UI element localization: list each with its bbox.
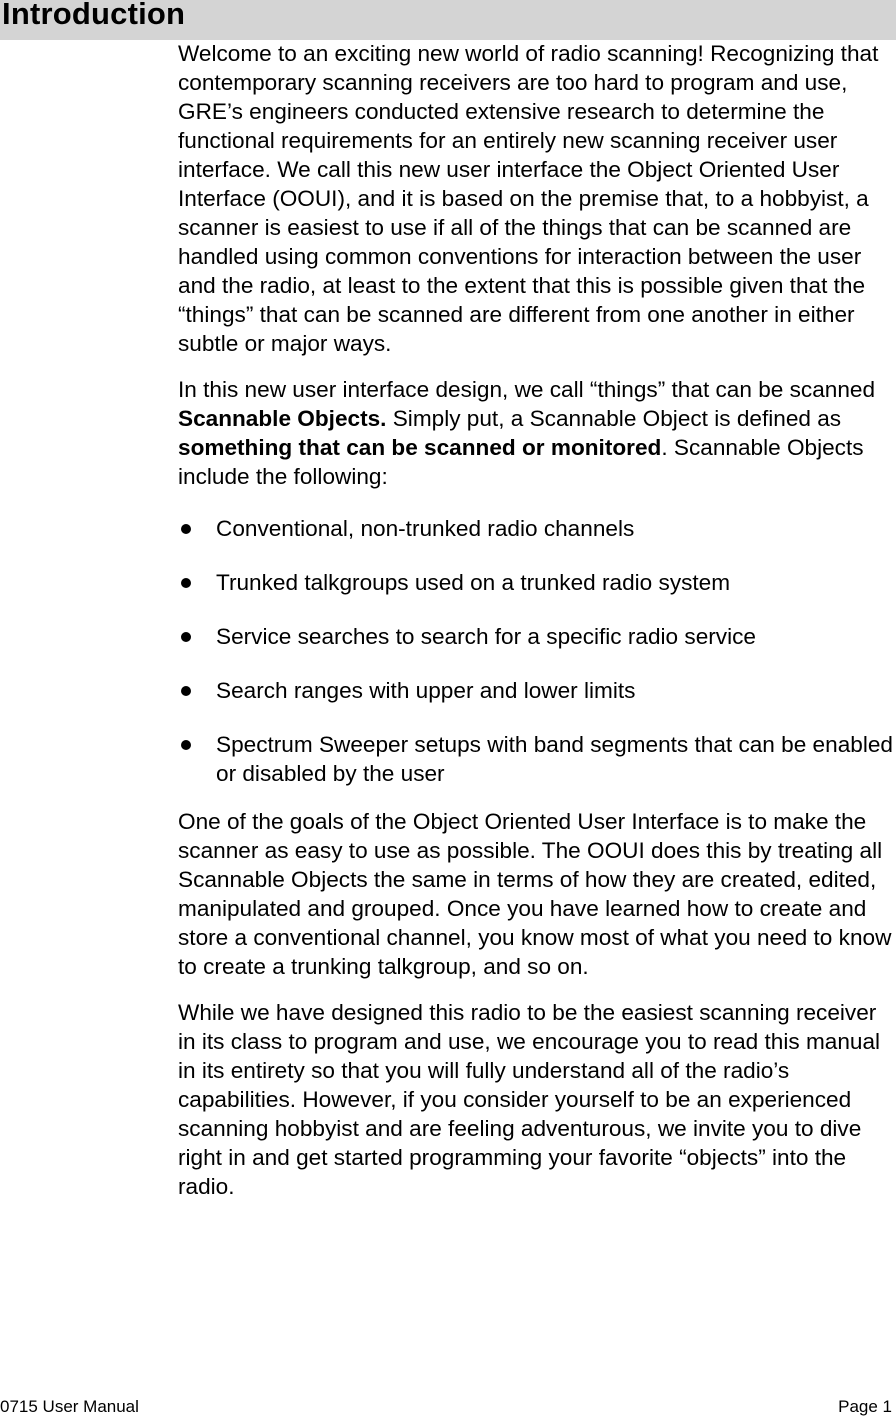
list-item-text: Spectrum Sweeper setups with band segments that can be enabled or disabled by the user <box>216 732 893 786</box>
footer-page-number: Page 1 <box>838 1397 892 1416</box>
section-title: Introduction <box>2 0 186 31</box>
list-item <box>178 730 894 788</box>
list-item <box>178 514 894 543</box>
section-header-bar <box>0 0 896 40</box>
list-item-text: Conventional, non-trunked radio channels <box>216 516 635 541</box>
scannable-objects-list <box>178 514 894 788</box>
bold-term: Scannable Objects. <box>178 406 387 431</box>
list-item-text: Trunked talkgroups used on a trunked radio system <box>216 570 731 595</box>
bullet-icon <box>181 524 191 534</box>
paragraph-text: Simply put, a Scannable Object is defined as <box>386 406 842 431</box>
bullet-icon <box>181 632 191 642</box>
paragraph-text: . Scannable Objects include the following: <box>178 435 864 489</box>
list-item-text: Search ranges with upper and lower limits <box>216 678 636 703</box>
paragraph-text: In this new user interface design, we call “things” that can be scanned <box>178 377 876 402</box>
body-content <box>178 39 894 1218</box>
closing-paragraph: While we have designed this radio to be the easiest scanning receiver in its class to program and use, we encourage you to read this manual in its entirety so that you will fully understand all of the radio’s capabilities. However, if you consider yourself to be an experienced scanning hobbyist and are feeling adventurous, we invite you to dive right in and get started programming your favorite “objects” into the radio. <box>178 1000 881 1199</box>
scannable-objects-paragraph <box>178 375 894 491</box>
bullet-icon <box>181 740 191 750</box>
footer-manual-title: 0715 User Manual <box>0 1397 139 1416</box>
list-item-text: Service searches to search for a specific radio service <box>216 624 756 649</box>
ooui-goals-paragraph: One of the goals of the Object Oriented User Interface is to make the scanner as easy to use as possible. The OOUI does this by treating all Scannable Objects the same in terms of how they are created, edited, manipulated and grouped. Once you have learned how to create and store a conventional channel, you know most of what you need to know to create a trunking talkgroup, and so on. <box>178 809 892 979</box>
list-item <box>178 568 894 597</box>
list-item <box>178 622 894 651</box>
list-item <box>178 676 894 705</box>
bold-definition: something that can be scanned or monitored <box>178 435 662 460</box>
intro-paragraph: Welcome to an exciting new world of radio scanning! Recognizing that contemporary scanning receivers are too hard to program and use, GRE’s engineers conducted extensive research to determine the functional requirements for an entirely new scanning receiver user interface. We call this new user interface the Object Oriented User Interface (OOUI), and it is based on the premise that, to a hobbyist, a scanner is easiest to use if all of the things that can be scanned are handled using common conventions for interaction between the user and the radio, at least to the extent that this is possible given that the “things” that can be scanned are different from one another in either subtle or major ways. <box>178 41 879 356</box>
bullet-icon <box>181 578 191 588</box>
bullet-icon <box>181 686 191 696</box>
